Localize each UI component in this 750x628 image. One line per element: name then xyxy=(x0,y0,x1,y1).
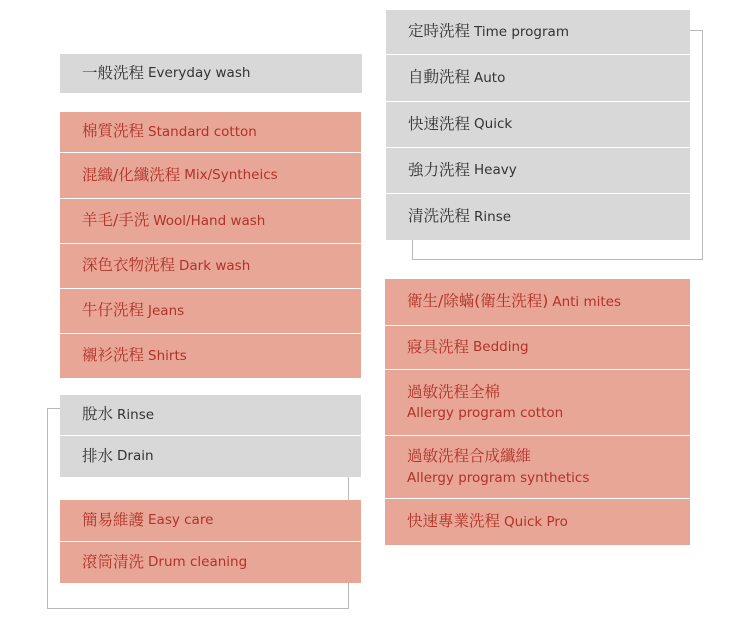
program-en: Rinse xyxy=(117,406,155,423)
program-jeans xyxy=(60,288,361,333)
program-zh: 寢具洗程 xyxy=(407,337,470,356)
program-en: Allergy program synthetics xyxy=(407,469,590,486)
program-en: Allergy program cotton xyxy=(407,405,564,422)
program-zh: 棉質洗程 xyxy=(82,122,145,141)
program-zh: 定時洗程 xyxy=(408,22,471,41)
program-zh: 深色衣物洗程 xyxy=(82,256,176,275)
program-zh: 牛仔洗程 xyxy=(82,301,145,320)
program-shirts xyxy=(60,333,361,378)
program-zh: 快速洗程 xyxy=(408,114,471,133)
program-zh: 襯衫洗程 xyxy=(82,346,145,365)
program-en: Time program xyxy=(474,23,569,40)
program-en: Quick xyxy=(474,116,513,133)
program-en: Anti mites xyxy=(552,293,621,310)
program-zh: 脫水 xyxy=(82,405,114,424)
program-en: Rinse xyxy=(474,208,512,225)
program-auto xyxy=(386,54,690,101)
program-zh: 排水 xyxy=(82,446,114,465)
program-drum-cleaning xyxy=(60,541,361,583)
program-en: Standard cotton xyxy=(148,123,257,140)
program-zh: 清洗洗程 xyxy=(408,207,471,226)
program-rinse xyxy=(386,193,690,240)
program-en: Bedding xyxy=(473,339,529,356)
program-en: Mix/Syntheics xyxy=(184,167,278,184)
program-time-program xyxy=(386,10,690,54)
program-zh: 一般洗程 xyxy=(82,63,145,82)
program-zh: 簡易維護 xyxy=(82,510,145,529)
program-quick-pro xyxy=(385,498,690,545)
program-anti-mites xyxy=(385,279,690,325)
program-zh: 過敏洗程全棉 xyxy=(407,382,501,401)
program-en: Quick Pro xyxy=(504,513,568,530)
program-zh: 滾筒清洗 xyxy=(82,552,145,571)
program-zh: 混織/化纖洗程 xyxy=(82,165,181,184)
program-zh: 過敏洗程合成纖維 xyxy=(407,447,532,466)
program-zh: 強力洗程 xyxy=(408,160,471,179)
program-zh: 快速專業洗程 xyxy=(407,512,501,531)
everyday-wash-header xyxy=(60,54,362,93)
program-standard-cotton xyxy=(60,112,361,152)
program-en: Wool/Hand wash xyxy=(153,212,266,229)
program-easy-care xyxy=(60,500,361,541)
program-zh: 羊毛/手洗 xyxy=(82,211,150,230)
program-wool-hand-wash xyxy=(60,198,361,243)
program-drain xyxy=(60,435,361,477)
program-en: Drain xyxy=(117,448,154,465)
program-en: Jeans xyxy=(148,302,185,319)
program-quick xyxy=(386,101,690,147)
program-allergy-cotton xyxy=(385,369,690,435)
program-en: Drum cleaning xyxy=(148,554,248,571)
program-spin-rinse xyxy=(60,395,361,435)
program-en: Everyday wash xyxy=(148,65,251,82)
program-en: Dark wash xyxy=(179,257,251,274)
program-zh: 自動洗程 xyxy=(408,68,471,87)
program-bedding xyxy=(385,325,690,369)
program-en: Auto xyxy=(474,69,506,86)
program-en: Shirts xyxy=(148,347,187,364)
program-zh: 衛生/除蟎(衛生洗程) xyxy=(407,292,549,311)
program-mix-synthetics xyxy=(60,152,361,198)
program-en: Easy care xyxy=(148,512,214,529)
program-heavy xyxy=(386,147,690,193)
program-en: Heavy xyxy=(474,162,517,179)
program-dark-wash xyxy=(60,243,361,288)
program-allergy-synthetics xyxy=(385,435,690,498)
